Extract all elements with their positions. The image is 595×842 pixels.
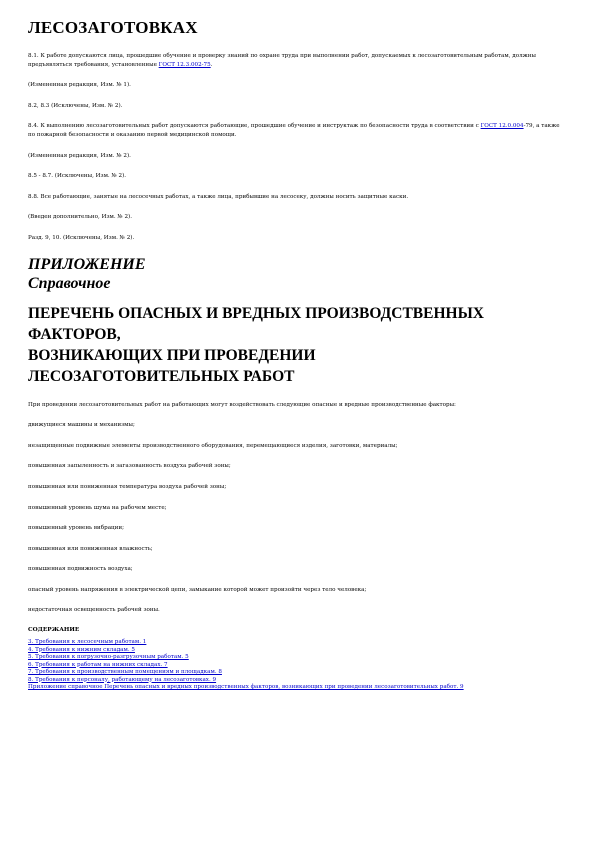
toc-item <box>28 647 568 655</box>
factor-intro: При проведении лесозаготовительных работ на работающих могут воздействовать следующие опасные и вредные производственные факторы: <box>28 401 456 408</box>
amendment-note: (Введен дополнительно, Изм. № 2). <box>28 214 133 221</box>
amendment-note: (Измененная редакция, Изм. № 1). <box>28 82 131 89</box>
factor-item: повышенная или пониженная влажность; <box>28 545 153 552</box>
toc-link[interactable]: 7. Требования к производственным помещениям и площадкам. 8 <box>28 669 222 676</box>
toc-link[interactable]: 8. Требования к персоналу, работающему на лесозаготовках. 9 <box>28 676 217 683</box>
appendix-title: ПРИЛОЖЕНИЕ <box>28 255 146 273</box>
paragraph-8-4: 8.4. К выполнению лесозаготовительных работ допускаются работающие, прошедшие обучение и инструктаж по безопасности труда в соответствии с ГОСТ 12.0.004-79, а также по пожарной безопасности и оказанию первой медицинской помощи. <box>28 123 560 138</box>
hazard-list-heading: ПЕРЕЧЕНЬ ОПАСНЫХ И ВРЕДНЫХ ПРОИЗВОДСТВЕННЫХ ФАКТОРОВ, ВОЗНИКАЮЩИХ ПРИ ПРОВЕДЕНИИ ЛЕСОЗАГОТОВИТЕЛЬНЫХ РАБОТ <box>28 304 485 385</box>
section-8-paragraphs <box>28 52 568 243</box>
toc-link[interactable]: 3. Требования к лесосечным работам. 1 <box>28 639 147 646</box>
toc-item <box>28 654 568 662</box>
table-of-contents <box>28 639 568 692</box>
gost-link[interactable]: ГОСТ 12.0.004 <box>480 123 524 130</box>
factor-item: недостаточная освещенность рабочей зоны. <box>28 607 160 614</box>
amendment-note: (Измененная редакция, Изм. № 2). <box>28 152 131 159</box>
toc-link[interactable]: 6. Требования к работам на нижних складах. 7 <box>28 661 168 668</box>
factor-item: движущиеся машины и механизмы; <box>28 422 135 429</box>
toc-heading: СОДЕРЖАНИЕ <box>28 627 80 634</box>
paragraph-8-2-8-3: 8.2, 8.3 (Исключены, Изм. № 2). <box>28 102 123 109</box>
toc-item <box>28 677 568 685</box>
paragraph-8-1: 8.1. К работе допускаются лица, прошедшие обучение и проверку знаний по охране труда при выполнении работ, допускаемых к лесозаготовительным работам, должны предъявляться требования, установленные ГОСТ 12.3.002-75. <box>28 53 536 68</box>
appendix-subtitle: Справочное <box>28 274 111 292</box>
factor-item: незащищенные подвижные элементы производственного оборудования, перемещающиеся изделия, заготовки, материалы; <box>28 442 398 449</box>
section-title: ЛЕСОЗАГОТОВКАХ <box>28 18 198 37</box>
toc-item <box>28 639 568 647</box>
toc-link[interactable]: Приложение справочное Перечень опасных и вредных производственных факторов, возникающих при проведении лесозаготовительных работ. 9 <box>28 684 464 691</box>
factor-item: опасный уровень напряжения в электрической цепи, замыкание которой может произойти через тело человека; <box>28 586 367 593</box>
factor-item: повышенный уровень вибрации; <box>28 525 124 532</box>
toc-item <box>28 684 568 692</box>
document-page <box>28 18 568 692</box>
factor-item: повышенная подвижность воздуха; <box>28 566 133 573</box>
gost-link[interactable]: ГОСТ 12.3.002-75 <box>158 61 211 68</box>
toc-item <box>28 669 568 677</box>
toc-link[interactable]: 4. Требования к нижним складам. 5 <box>28 646 135 653</box>
toc-item <box>28 662 568 670</box>
paragraph-8-5-8-7: 8.5 - 8.7. (Исключены, Изм. № 2). <box>28 173 127 180</box>
hazard-factors <box>28 401 568 616</box>
sections-9-10-note: Разд. 9, 10. (Исключены, Изм. № 2). <box>28 234 135 241</box>
factor-item: повышенная или пониженная температура воздуха рабочей зоны; <box>28 483 227 490</box>
factor-item: повышенная запыленность и загазованность воздуха рабочей зоны; <box>28 463 231 470</box>
factor-item: повышенный уровень шума на рабочем месте; <box>28 504 167 511</box>
toc-link[interactable]: 5. Требования к погрузочно-разгрузочным работам. 5 <box>28 654 189 661</box>
paragraph-8-8: 8.8. Все работающие, занятые на лесосечных работах, а также лица, прибывшие на лесосеку, должны носить защитные каски. <box>28 193 409 200</box>
